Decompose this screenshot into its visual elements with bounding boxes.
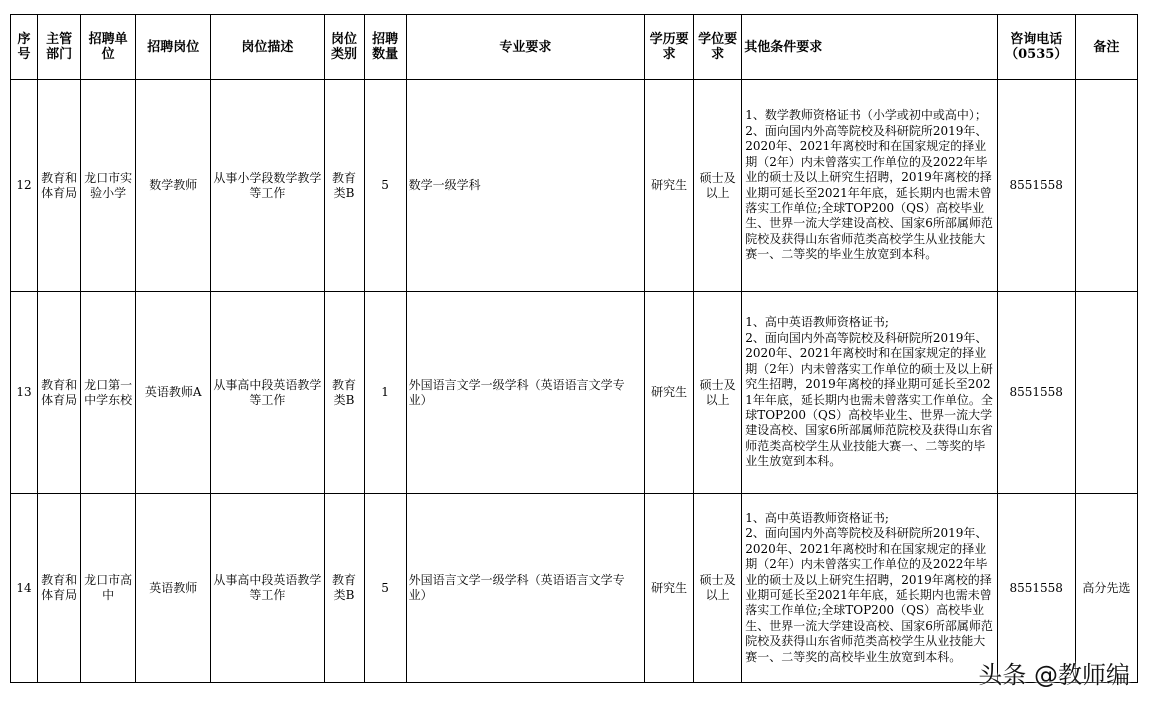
cell-other: [742, 292, 997, 494]
other-line-1: 1、高中英语教师资格证书;: [745, 510, 889, 525]
cell-major: 数学一级学科: [406, 80, 644, 292]
header-other: 其他条件要求: [742, 15, 997, 80]
header-degree: 学位要求: [694, 15, 742, 80]
other-line-2: 2、面向国内外高等院校及科研院所2019年、2020年、2021年离校时和在国家规定的择业期（2年）内未曾落实工作单位的硕士及以上研究生招聘，2019年离校的择业期可延长至2021年年底，延长期内也需未曾落实工作单位。全球TOP200（QS）高校毕业生、世界一流大学建设高校、国家6所部属师范院校及获得山东省师范类高校学生从业技能大赛一、二等奖的毕业生放宽到本科。: [745, 330, 993, 469]
cell-remark: [1075, 292, 1137, 494]
cell-degree: 硕士及以上: [694, 80, 742, 292]
cell-unit: 龙口市实验小学: [81, 80, 136, 292]
cell-post: 英语教师A: [136, 292, 211, 494]
header-unit: 招聘单位: [81, 15, 136, 80]
cell-remark: 高分先选: [1075, 494, 1137, 683]
cell-category: 教育类B: [324, 494, 364, 683]
cell-education: 研究生: [645, 80, 694, 292]
cell-post: 英语教师: [136, 494, 211, 683]
cell-quantity: 5: [364, 494, 406, 683]
table-row: [11, 494, 1138, 683]
header-remark: 备注: [1075, 15, 1137, 80]
cell-dept: 教育和体育局: [38, 292, 81, 494]
header-category: 岗位类别: [324, 15, 364, 80]
cell-seq: 14: [11, 494, 38, 683]
cell-phone: 8551558: [997, 494, 1075, 683]
cell-quantity: 1: [364, 292, 406, 494]
watermark-text: 头条 @教师编: [978, 661, 1130, 689]
cell-education: 研究生: [645, 494, 694, 683]
cell-desc: 从事小学段数学教学等工作: [211, 80, 324, 292]
header-quantity: 招聘数量: [364, 15, 406, 80]
other-line-2: 2、面向国内外高等院校及科研院所2019年、2020年、2021年离校时和在国家规定的择业期（2年）内未曾落实工作单位的及2022年毕业的硕士及以上研究生招聘，2019年离校的择业期可延长至2021年年底，延长期内也需未曾落实工作单位;全球TOP200（QS）高校毕业生、世界一流大学建设高校、国家6所部属师范院校及获得山东省师范类高校学生从业技能大赛一、二等奖的毕业生放宽到本科。: [745, 123, 993, 262]
cell-remark: [1075, 80, 1137, 292]
header-education: 学历要求: [645, 15, 694, 80]
header-seq: 序号: [11, 15, 38, 80]
cell-quantity: 5: [364, 80, 406, 292]
other-line-2: 2、面向国内外高等院校及科研院所2019年、2020年、2021年离校时和在国家规定的择业期（2年）内未曾落实工作单位的及2022年毕业的硕士及以上研究生招聘，2019年离校的择业期可延长至2021年年底，延长期内也需未曾落实工作单位;全球TOP200（QS）高校毕业生、世界一流大学建设高校、国家6所部属师范院校及获得山东省师范类高校学生从业技能大赛一、二等奖的高校毕业生放宽到本科。: [745, 526, 993, 664]
other-line-1: 1、数学教师资格证书（小学或初中或高中）；: [745, 108, 987, 123]
cell-degree: 硕士及以上: [694, 292, 742, 494]
cell-major: 外国语言文学一级学科（英语语言文学专业）: [406, 292, 644, 494]
header-post: 招聘岗位: [136, 15, 211, 80]
cell-seq: 13: [11, 292, 38, 494]
header-dept: 主管部门: [38, 15, 81, 80]
cell-unit: 龙口市高中: [81, 494, 136, 683]
cell-education: 研究生: [645, 292, 694, 494]
header-desc: 岗位描述: [211, 15, 324, 80]
cell-dept: 教育和体育局: [38, 80, 81, 292]
cell-degree: 硕士及以上: [694, 494, 742, 683]
cell-desc: 从事高中段英语教学等工作: [211, 494, 324, 683]
recruitment-table: [10, 14, 1138, 683]
cell-major: 外国语言文学一级学科（英语语言文学专业）: [406, 494, 644, 683]
table-row: [11, 80, 1138, 292]
header-row: [11, 15, 1138, 80]
header-phone: 咨询电话（0535）: [997, 15, 1075, 80]
cell-category: 教育类B: [324, 292, 364, 494]
cell-other: [742, 494, 997, 683]
cell-unit: 龙口第一中学东校: [81, 292, 136, 494]
cell-other: [742, 80, 997, 292]
cell-post: 数学教师: [136, 80, 211, 292]
cell-phone: 8551558: [997, 292, 1075, 494]
cell-dept: 教育和体育局: [38, 494, 81, 683]
cell-category: 教育类B: [324, 80, 364, 292]
cell-desc: 从事高中段英语教学等工作: [211, 292, 324, 494]
header-major: 专业要求: [406, 15, 644, 80]
table-row: [11, 292, 1138, 494]
cell-seq: 12: [11, 80, 38, 292]
cell-phone: 8551558: [997, 80, 1075, 292]
other-line-1: 1、高中英语教师资格证书;: [745, 315, 889, 330]
